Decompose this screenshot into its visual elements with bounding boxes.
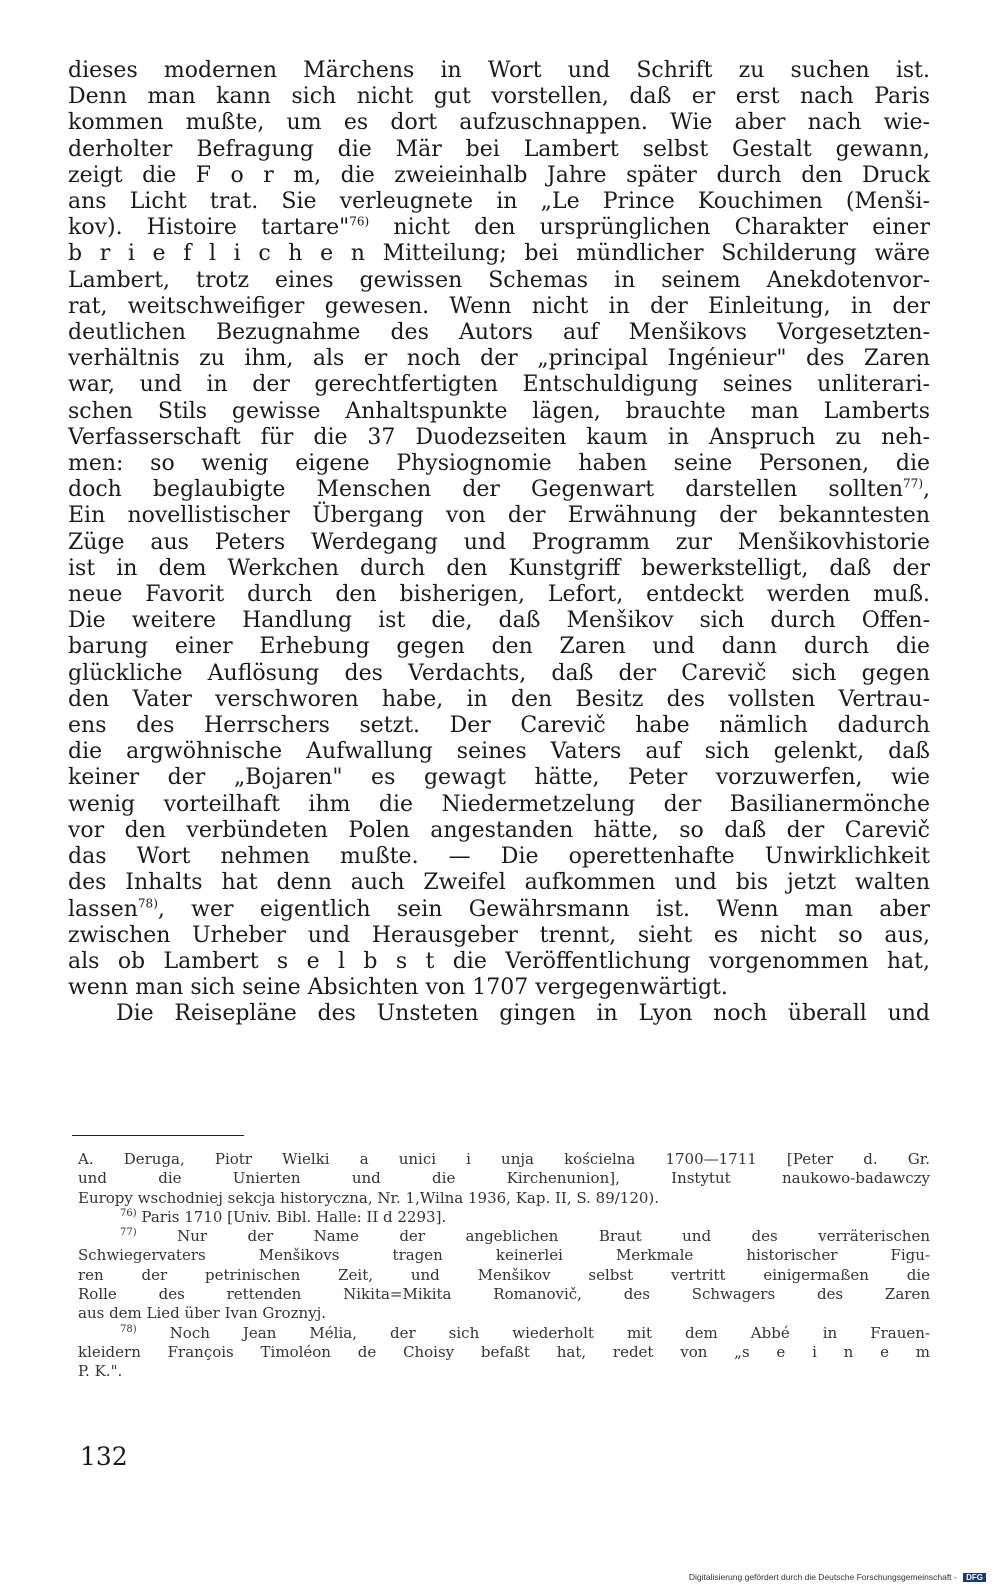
digitization-credit [689,1572,986,1582]
text-line: das Wort nehmen mußte. — Die operettenhafte Unwirklichkeit [68,844,930,870]
text-line: Die Reisepläne des Unsteten gingen in Lyon noch überall und [116,1001,930,1027]
text-line: Verfasserschaft für die 37 Duodezseiten kaum in Anspruch zu neh- [68,424,930,450]
digitization-credit-text: Digitalisierung gefördert durch die Deutsche Forschungsgemeinschaft - [688,1572,957,1582]
text-line: wenig vorteilhaft ihm die Niedermetzelung der Basilianermönche [68,791,930,817]
footnote-line: Schwiegervaters Menšikovs tragen keinerlei Merkmale historischer Figu- [78,1246,930,1265]
text-line: men: so wenig eigene Physiognomie haben seine Personen, die [68,451,930,477]
footnote-ref-77: 77) [903,476,923,491]
text-line [68,215,930,241]
footnote-mark: 78) [120,1323,137,1335]
text-line: deutlichen Bezugnahme des Autors auf Menšikovs Vorgesetzten- [68,320,930,346]
footnote-line: Rolle des rettenden Nikita=Mikita Romanovič, des Schwagers des Zaren [78,1285,930,1304]
footnote-line: aus dem Lied über Ivan Groznyj. [78,1304,327,1323]
footnote-text: Paris 1710 [Univ. Bibl. Halle: II d 2293]. [136,1207,447,1226]
text-line: war, und in der gerechtfertigten Entschuldigung seines unliterari- [68,372,930,398]
text-line: die argwöhnische Aufwallung seines Vaters auf sich gelenkt, daß [68,739,930,765]
text-line: des Inhalts hat denn auch Zweifel aufkommen und bis jetzt walten [68,870,930,896]
text-segment: nicht den ursprünglichen Charakter einer [369,215,930,241]
footnote-78 [78,1324,930,1343]
footnote-text: Noch Jean Mélia, der sich wiederholt mit dem Abbé in Frauen- [136,1323,930,1342]
text-line: Die weitere Handlung ist die, daß Menšikov sich durch Offen- [68,608,930,634]
footnote-line: und die Unierten und die Kirchenunion], Instytut naukowo-badawczy [78,1169,930,1188]
text-line: wenn man sich seine Absichten von 1707 vergegenwärtigt. [68,975,728,1001]
body-text [68,58,930,1028]
text-line: rat, weitschweifiger gewesen. Wenn nicht in der Einleitung, in der [68,293,930,319]
text-line: Züge aus Peters Werdegang und Programm zur Menšikovhistorie [68,529,930,555]
text-line: zeigt die F o r m, die zweieinhalb Jahre später durch den Druck [68,162,930,188]
footnote-ref-76: 76) [349,214,370,229]
text-line: barung einer Erhebung gegen den Zaren und dann durch die [68,634,930,660]
text-line [68,897,930,923]
text-line: ist in dem Werkchen durch den Kunstgriff bewerkstelligt, daß der [68,555,930,581]
footnote-76 [78,1208,930,1227]
text-segment: , [923,477,930,503]
text-line: Lambert, trotz eines gewissen Schemas in seinem Anekdotenvor- [68,267,930,293]
text-line: neue Favorit durch den bisherigen, Lefort, entdeckt werden muß. [68,582,930,608]
footnotes [78,1150,930,1382]
footnote-line: ren der petrinischen Zeit, und Menšikov selbst vertritt einigermaßen die [78,1265,930,1284]
footnote-line: Europy wschodniej sekcja historyczna, Nr. 1,Wilna 1936, Kap. II, S. 89/120). [78,1188,660,1207]
text-segment: doch beglaubigte Menschen der Gegenwart darstellen sollten [68,477,904,503]
text-line: zwischen Urheber und Herausgeber trennt, sieht es nicht so aus, [68,922,930,948]
dfg-logo-icon: DFG [963,1573,986,1582]
text-line: schen Stils gewisse Anhaltspunkte lägen, brauchte man Lamberts [68,398,930,424]
page-number: 132 [80,1442,128,1471]
text-line [68,477,930,503]
text-line: kommen mußte, um es dort aufzuschnappen. Wie aber nach wie- [68,110,930,136]
text-line: Ein novellistischer Übergang von der Erwähnung der bekanntesten [68,503,930,529]
text-line: vor den verbündeten Polen angestanden hätte, so daß der Carevič [68,817,930,843]
footnote-line: P. K.". [78,1362,123,1381]
footnote-text: Nur der Name der angeblichen Braut und des verräterischen [136,1227,930,1246]
text-line: keiner der „Bojaren" es gewagt hätte, Peter vorzuwerfen, wie [68,765,930,791]
text-line: ans Licht trat. Sie verleugnete in „Le Prince Kouchimen (Menši- [68,189,930,215]
text-line: den Vater verschworen habe, in den Besitz des vollsten Vertrau- [68,686,930,712]
text-line: dieses modernen Märchens in Wort und Schrift zu suchen ist. [68,58,930,83]
footnote-separator [72,1135,244,1136]
footnote-ref-78: 78) [137,896,158,911]
text-segment: lassen [68,896,138,922]
footnote-77 [78,1227,930,1246]
text-line: b r i e f l i c h e n Mitteilung; bei mündlicher Schilderung wäre [68,241,930,267]
footnote-line: A. Deruga, Piotr Wielki a unici i unja kościelna 1700—1711 [Peter d. Gr. [78,1150,930,1168]
text-segment: , wer eigentlich sein Gewährsmann ist. Wenn man aber [157,896,930,922]
text-line: als ob Lambert s e l b s t die Veröffentlichung vorgenommen hat, [68,948,930,974]
text-line: glückliche Auflösung des Verdachts, daß der Carevič sich gegen [68,660,930,686]
footnote-mark: 77) [120,1227,137,1239]
text-segment: kov). Histoire tartare" [68,215,350,241]
footnote-line: kleidern François Timoléon de Choisy befaßt hat, redet von „s e i n e m [78,1342,930,1361]
text-line: derholter Befragung die Mär bei Lambert selbst Gestalt gewann, [68,136,930,162]
text-line: verhältnis zu ihm, als er noch der „principal Ingénieur" des Zaren [68,346,930,372]
text-line: Denn man kann sich nicht gut vorstellen, daß er erst nach Paris [68,84,930,110]
text-line: ens des Herrschers setzt. Der Carevič habe nämlich dadurch [68,713,930,739]
footnote-mark: 76) [120,1207,137,1219]
